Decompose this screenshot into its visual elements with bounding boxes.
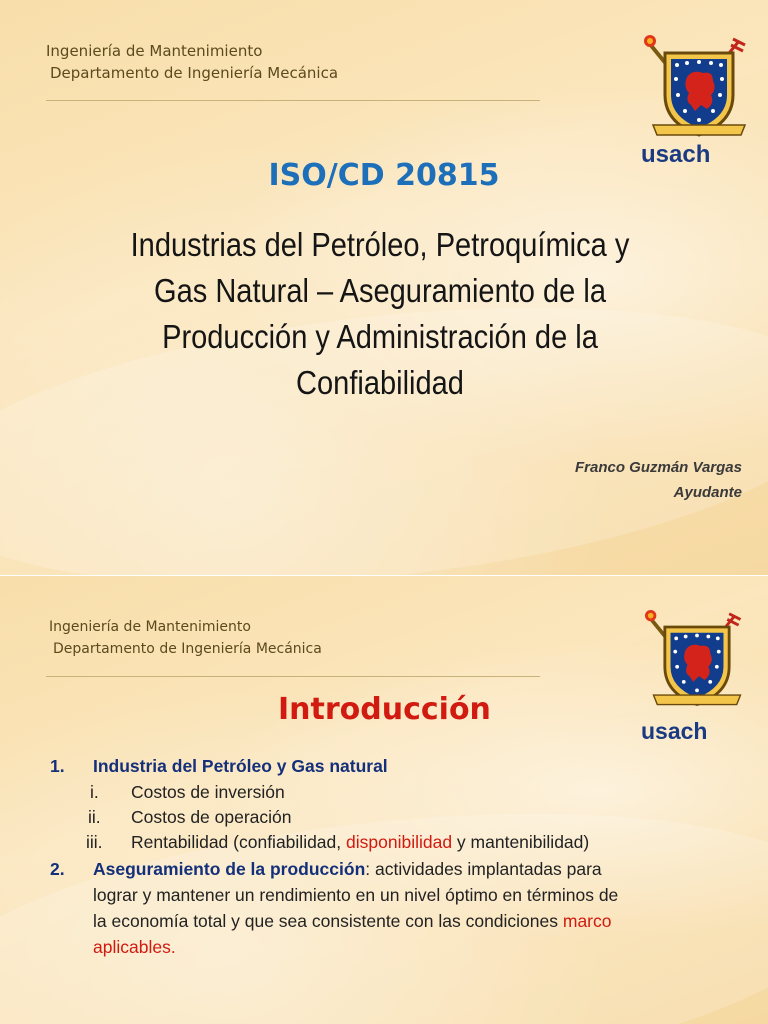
sub-item-text: Costos de operación <box>131 807 292 827</box>
header-divider <box>46 676 540 677</box>
author-role: Ayudante <box>673 484 742 501</box>
usach-crest-icon <box>644 610 750 714</box>
list-item <box>50 859 65 880</box>
usach-logo-text: usach <box>641 718 708 744</box>
item-number: 2. <box>50 859 65 879</box>
department-header <box>46 40 338 84</box>
sub-item-text: Costos de inversión <box>131 782 285 802</box>
title-line-4: Confiabilidad <box>296 364 464 401</box>
department-header <box>49 616 322 660</box>
item-body-line-2: lograr y mantener un rendimiento en un nivel óptimo en términos de <box>93 885 619 905</box>
sub-item-number: i. <box>90 782 99 802</box>
item-body-line-1 <box>93 859 602 880</box>
item-number: 1. <box>50 756 65 776</box>
dept-line-1: Ingeniería de Mantenimiento <box>49 619 251 635</box>
item-body-text: : actividades implantadas para <box>365 859 602 879</box>
sub-item-text <box>131 832 589 853</box>
header-divider <box>46 100 540 101</box>
item-heading-text: Aseguramiento de la producción <box>93 859 366 879</box>
title-line-2: Gas Natural – Aseguramiento de la <box>153 272 606 309</box>
slide-introduction <box>0 576 768 1024</box>
highlight-term: disponibilidad <box>346 832 453 852</box>
usach-logo-text: usach <box>641 141 711 168</box>
list-item <box>50 756 65 777</box>
title-line-3: Producción y Administración de la <box>162 318 598 355</box>
slide-title: Introducción <box>278 692 491 727</box>
highlight-term: marco <box>562 911 612 931</box>
author-block <box>575 455 742 505</box>
dept-line-2: Departamento de Ingeniería Mecánica <box>53 641 322 657</box>
item-heading-text: Industria del Petróleo y Gas natural <box>93 756 388 776</box>
item-body-line-4 <box>93 937 176 958</box>
sub-item-number: ii. <box>88 807 101 827</box>
dept-line-1: Ingeniería de Mantenimiento <box>46 42 263 60</box>
sub-item-number: iii. <box>86 832 103 852</box>
sub-item-text-post: y mantenibilidad) <box>452 832 590 852</box>
author-name: Franco Guzmán Vargas <box>575 459 742 476</box>
item-heading <box>93 756 388 777</box>
item-body-text: la economía total y que sea consistente con las condiciones <box>93 911 563 931</box>
dept-line-2: Departamento de Ingeniería Mecánica <box>50 64 339 82</box>
item-body-line-3 <box>93 911 612 932</box>
sub-item-text-pre: Rentabilidad (confiabilidad, <box>131 832 346 852</box>
document-code: ISO/CD 20815 <box>268 158 500 193</box>
usach-crest-icon <box>643 35 755 145</box>
title-line-1: Industrias del Petróleo, Petroquímica y <box>130 226 630 263</box>
highlight-term: aplicables. <box>93 937 176 957</box>
main-title <box>98 222 661 406</box>
